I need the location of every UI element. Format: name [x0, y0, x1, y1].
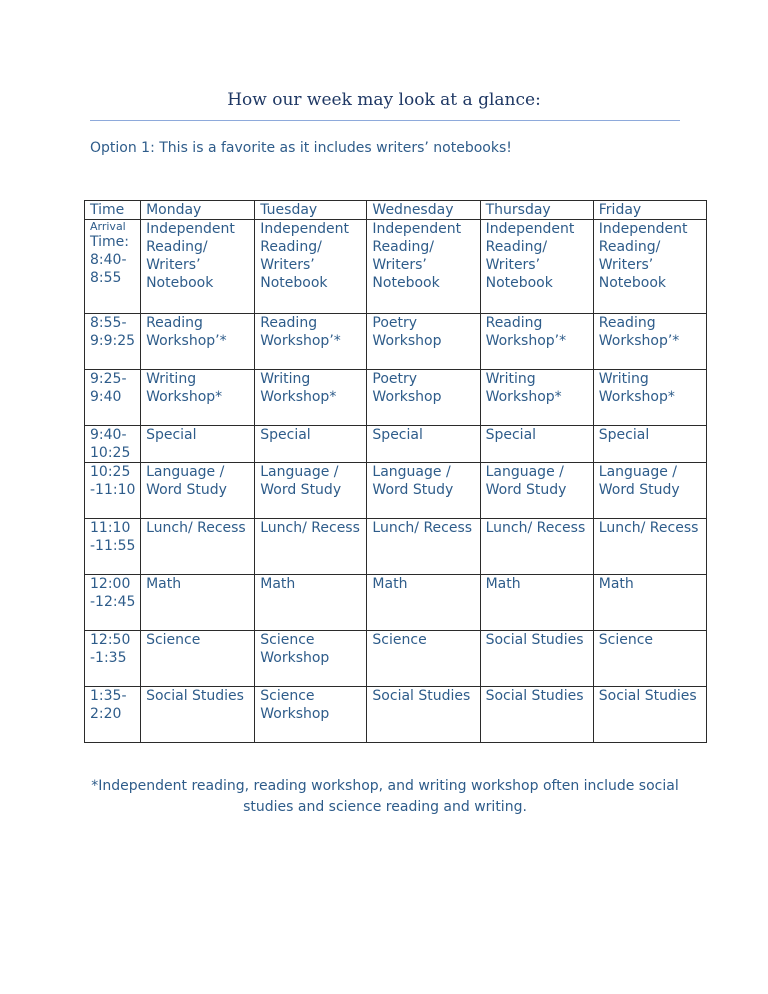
activity-cell: Special [367, 426, 480, 463]
time-label: Time: 8:40-8:55 [90, 234, 129, 286]
header-time: Time [85, 201, 141, 220]
header-thursday: Thursday [480, 201, 593, 220]
activity-cell: Social Studies [480, 687, 593, 743]
activity-cell: Math [480, 575, 593, 631]
time-cell: 8:55-9:9:25 [85, 314, 141, 370]
activity-cell: Science [367, 631, 480, 687]
activity-cell: Poetry Workshop [367, 370, 480, 426]
activity-cell: Lunch/ Recess [480, 519, 593, 575]
activity-cell: Lunch/ Recess [141, 519, 255, 575]
table-row [85, 575, 707, 631]
activity-cell: Language / Word Study [593, 463, 706, 519]
activity-cell: Poetry Workshop [367, 314, 480, 370]
activity-cell: Reading Workshop’* [141, 314, 255, 370]
table-row [85, 426, 707, 463]
activity-cell: Special [141, 426, 255, 463]
activity-cell: Language / Word Study [255, 463, 367, 519]
activity-cell: Special [255, 426, 367, 463]
activity-cell: Math [367, 575, 480, 631]
page-title: How our week may look at a glance: [227, 90, 541, 110]
footnote: *Independent reading, reading workshop, and writing workshop often include social studies and science reading and writing. [91, 778, 679, 815]
activity-cell: Independent Reading/ Writers’ Notebook [480, 220, 593, 314]
table-row [85, 220, 707, 314]
activity-cell: Math [141, 575, 255, 631]
activity-cell: Social Studies [367, 687, 480, 743]
activity-cell: Lunch/ Recess [255, 519, 367, 575]
time-cell: 11:10 -11:55 [85, 519, 141, 575]
activity-cell: Science Workshop [255, 631, 367, 687]
activity-cell: Independent Reading/ Writers’ Notebook [593, 220, 706, 314]
time-cell: 12:00 -12:45 [85, 575, 141, 631]
activity-cell: Writing Workshop* [141, 370, 255, 426]
title-divider [90, 120, 680, 121]
activity-cell: Language / Word Study [480, 463, 593, 519]
time-cell: 1:35-2:20 [85, 687, 141, 743]
option-heading: Option 1: This is a favorite as it includes writers’ notebooks! [90, 140, 512, 156]
activity-cell: Science [593, 631, 706, 687]
activity-cell: Special [480, 426, 593, 463]
header-wednesday: Wednesday [367, 201, 480, 220]
time-cell: 9:40-10:25 [85, 426, 141, 463]
activity-cell: Lunch/ Recess [593, 519, 706, 575]
table-row [85, 314, 707, 370]
activity-cell: Special [593, 426, 706, 463]
activity-cell: Social Studies [593, 687, 706, 743]
activity-cell: Science [141, 631, 255, 687]
header-friday: Friday [593, 201, 706, 220]
arrival-label: Arrival [90, 220, 126, 233]
activity-cell: Social Studies [141, 687, 255, 743]
activity-cell: Lunch/ Recess [367, 519, 480, 575]
table-row [85, 370, 707, 426]
activity-cell: Science Workshop [255, 687, 367, 743]
activity-cell: Independent Reading/ Writers’ Notebook [141, 220, 255, 314]
activity-cell: Language / Word Study [367, 463, 480, 519]
activity-cell: Reading Workshop’* [480, 314, 593, 370]
activity-cell: Language / Word Study [141, 463, 255, 519]
activity-cell: Independent Reading/ Writers’ Notebook [367, 220, 480, 314]
time-cell: 12:50 -1:35 [85, 631, 141, 687]
activity-cell: Math [255, 575, 367, 631]
activity-cell: Social Studies [480, 631, 593, 687]
activity-cell: Math [593, 575, 706, 631]
table-row [85, 463, 707, 519]
header-tuesday: Tuesday [255, 201, 367, 220]
activity-cell: Writing Workshop* [480, 370, 593, 426]
time-cell [85, 220, 141, 314]
header-row [85, 201, 707, 220]
table-row [85, 631, 707, 687]
schedule-table [84, 200, 707, 743]
activity-cell: Independent Reading/ Writers’ Notebook [255, 220, 367, 314]
header-monday: Monday [141, 201, 255, 220]
activity-cell: Reading Workshop’* [593, 314, 706, 370]
time-cell: 9:25-9:40 [85, 370, 141, 426]
activity-cell: Writing Workshop* [593, 370, 706, 426]
table-row [85, 519, 707, 575]
table-row [85, 687, 707, 743]
activity-cell: Reading Workshop’* [255, 314, 367, 370]
activity-cell: Writing Workshop* [255, 370, 367, 426]
time-cell: 10:25 -11:10 [85, 463, 141, 519]
